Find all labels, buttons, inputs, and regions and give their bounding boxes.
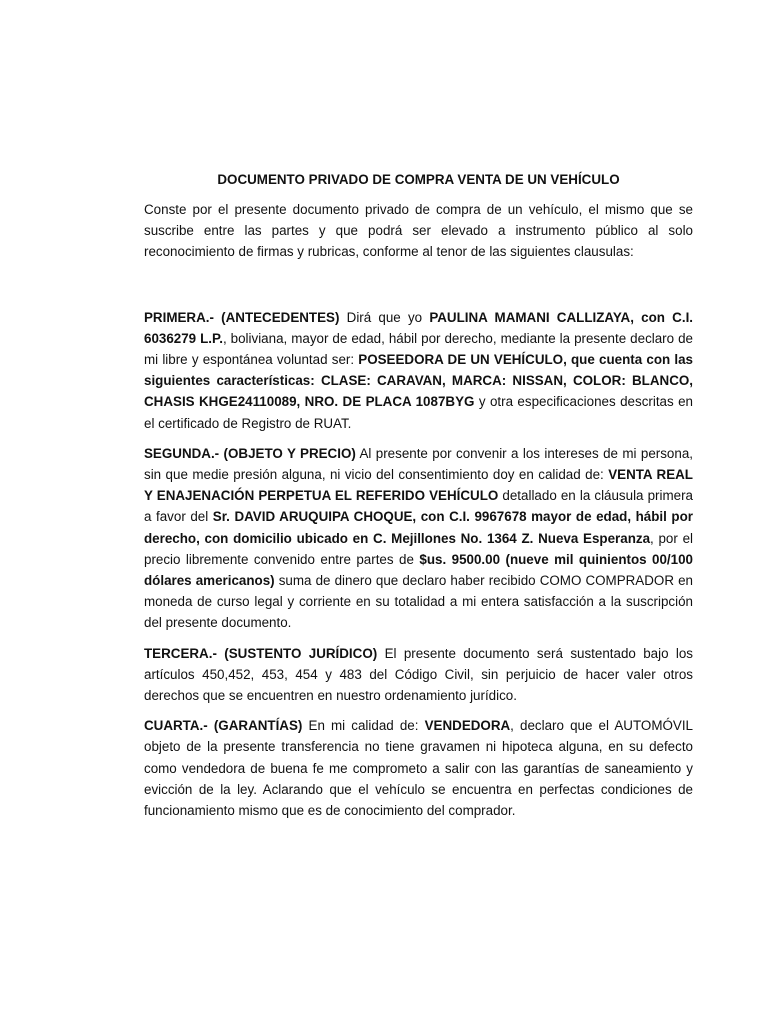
clause-heading: PRIMERA.- (ANTECEDENTES) [144, 309, 340, 325]
clause-heading: TERCERA.- (SUSTENTO JURÍDICO) [144, 645, 378, 661]
buyer-name: Sr. DAVID ARUQUIPA CHOQUE, con C.I. 9967678 mayor de edad, hábil por derecho, con domicilio ubicado en C. Mejillones No. 1364 Z. Nueva Esperanza [144, 509, 693, 546]
clause-tercera [144, 643, 693, 707]
clause-text: detallado en la cláusula primera a favor del [144, 488, 693, 525]
clause-cuarta [144, 715, 693, 821]
clause-segunda [144, 443, 693, 634]
sale-type: VENTA REAL Y ENAJENACIÓN PERPETUA EL REFERIDO VEHÍCULO [144, 467, 693, 504]
clause-text: Al presente por convenir a los intereses de mi persona, sin que medie presión alguna, ni vicio del consentimiento doy en calidad de: [144, 445, 693, 483]
clause-text: , declaro que el AUTOMÓVIL objeto de la presente transferencia no tiene gravamen ni hipoteca alguna, en su defecto como vendedora de buena fe me comprometo a salir con las garantías de saneamiento y evicción de la ley. Aclarando que el vehículo se encuentra en perfectas condiciones de funcionamiento mismo que es de conocimiento del comprador. [144, 718, 693, 819]
clause-heading: CUARTA.- (GARANTÍAS) [144, 718, 303, 734]
clause-text: , por el precio libremente convenido entre partes de [144, 530, 694, 567]
seller-name: PAULINA MAMANI CALLIZAYA, con C.I. 6036279 L.P. [144, 309, 694, 346]
document-title: DOCUMENTO PRIVADO DE COMPRA VENTA DE UN VEHÍCULO [217, 172, 620, 187]
clause-text: Dirá que yo [339, 309, 430, 325]
seller-role: VENDEDORA [424, 718, 511, 734]
clause-text: suma de dinero que declaro haber recibido COMO COMPRADOR en moneda de curso legal y corriente en su totalidad a mi entera satisfacción a la suscripción del presente documento. [144, 573, 693, 631]
clause-primera [144, 307, 693, 434]
intro-paragraph: Conste por el presente documento privado de compra de un vehículo, el mismo que se suscribe entre las partes y que podrá ser elevado a instrumento público al solo reconocimiento de firmas y rubricas, conforme al tenor de las siguientes clausulas: [144, 202, 693, 260]
document-page [144, 170, 693, 830]
clause-text: El presente documento será sustentado bajo los artículos 450,452, 453, 454 y 483 del Código Civil, sin perjuicio de hacer valer otros derechos que se encuentren en nuestro ordenamiento jurídico. [144, 645, 693, 704]
sale-price: $us. 9500.00 (nueve mil quinientos 00/100 dólares americanos) [144, 551, 693, 589]
clause-text: , boliviana, mayor de edad, hábil por derecho, mediante la presente declaro de mi libre y espontánea voluntad ser: [144, 330, 693, 368]
clause-text: En mi calidad de: [302, 718, 425, 734]
vehicle-description: POSEEDORA DE UN VEHÍCULO, que cuenta con las siguientes características: CLASE: CARAVAN, MARCA: NISSAN, COLOR: BLANCO, CHASIS KHGE24110089, NRO. DE PLACA 1087BYG [144, 352, 693, 410]
clause-heading: SEGUNDA.- (OBJETO Y PRECIO) [144, 445, 356, 461]
clause-text: y otra especificaciones descritas en el certificado de Registro de RUAT. [144, 394, 693, 431]
